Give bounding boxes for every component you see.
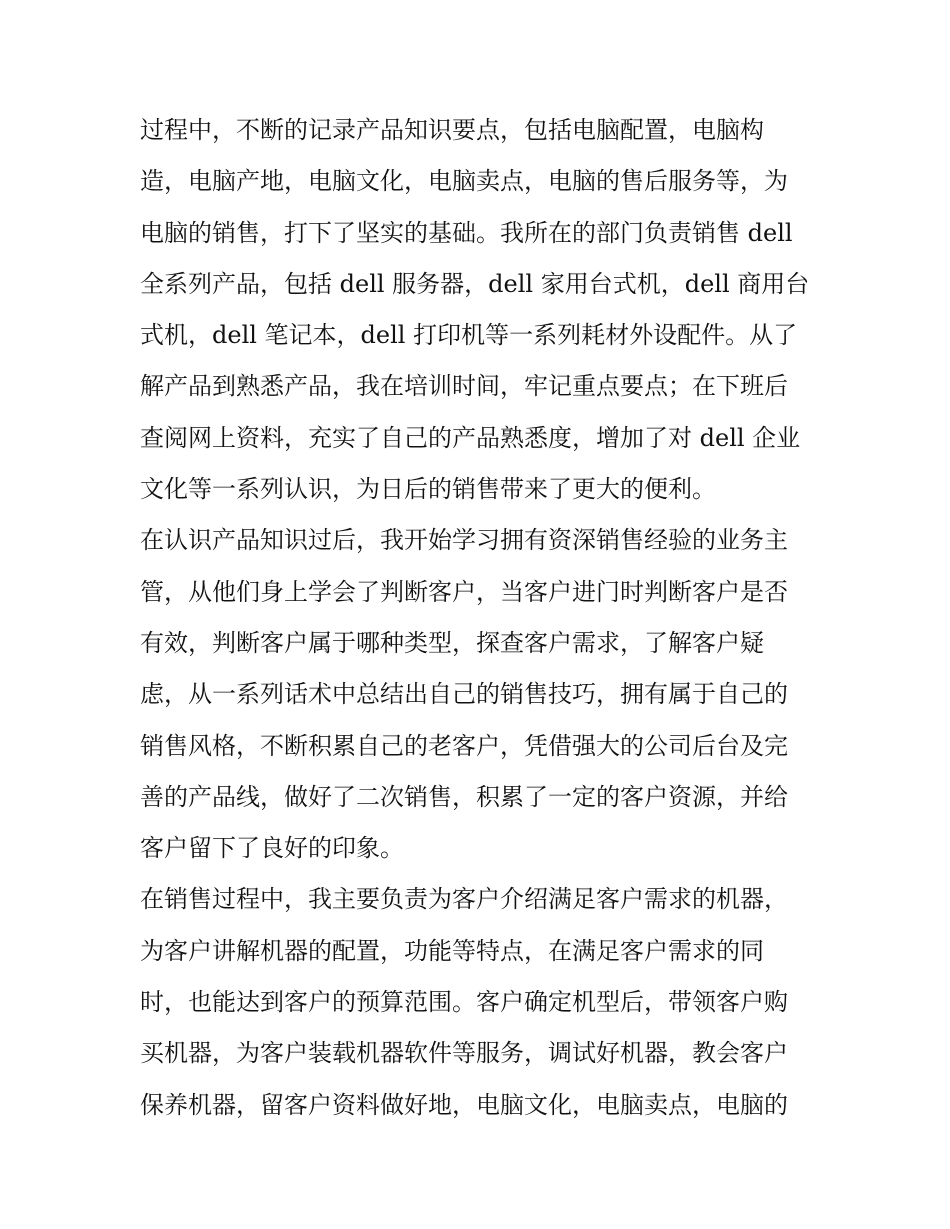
text-line: 为客户讲解机器的配置，功能等特点，在满足客户需求的同: [140, 936, 764, 965]
text-line: 销售风格，不断积累自己的老客户，凭借强大的公司后台及完: [140, 731, 788, 760]
text-line: 时，也能达到客户的预算范围。客户确定机型后，带领客户购: [140, 988, 788, 1017]
text-line: 保养机器，留客户资料做好地，电脑文化，电脑卖点，电脑的: [140, 1090, 788, 1119]
text-line: 虑，从一系列话术中总结出自己的销售技巧，拥有属于自己的: [140, 680, 788, 709]
text-line: 过程中，不断的记录产品知识要点，包括电脑配置，电脑构: [140, 116, 764, 144]
text-line: 在认识产品知识过后，我开始学习拥有资深销售经验的业务主: [140, 526, 788, 555]
text-line: 造，电脑产地，电脑文化，电脑卖点，电脑的售后服务等，为: [140, 167, 788, 196]
text-line: 善的产品线，做好了二次销售，积累了一定的客户资源，并给: [140, 782, 788, 811]
text-line: 文化等一系列认识，为日后的销售带来了更大的便利。: [140, 475, 716, 504]
text-line: 客户留下了良好的印象。: [140, 834, 404, 863]
text-line: 管，从他们身上学会了判断客户，当客户进门时判断客户是否: [140, 577, 788, 606]
text-line: 查阅网上资料，充实了自己的产品熟悉度，增加了对 dell 企业: [140, 423, 801, 452]
text-line: 有效，判断客户属于哪种类型，探查客户需求，了解客户疑: [140, 628, 764, 657]
text-line: 买机器，为客户装载机器软件等服务，调试好机器，教会客户: [140, 1039, 788, 1068]
text-line: 电脑的销售，打下了坚实的基础。我所在的部门负责销售 dell: [140, 218, 793, 247]
text-line: 在销售过程中，我主要负责为客户介绍满足客户需求的机器，: [140, 885, 788, 914]
text-line: 式机，dell 笔记本，dell 打印机等一系列耗材外设配件。从了: [140, 321, 798, 350]
text-line: 全系列产品，包括 dell 服务器，dell 家用台式机，dell 商用台: [140, 269, 810, 298]
body-text: [140, 105, 820, 1131]
text-line: 解产品到熟悉产品，我在培训时间，牢记重点要点；在下班后: [140, 372, 788, 401]
